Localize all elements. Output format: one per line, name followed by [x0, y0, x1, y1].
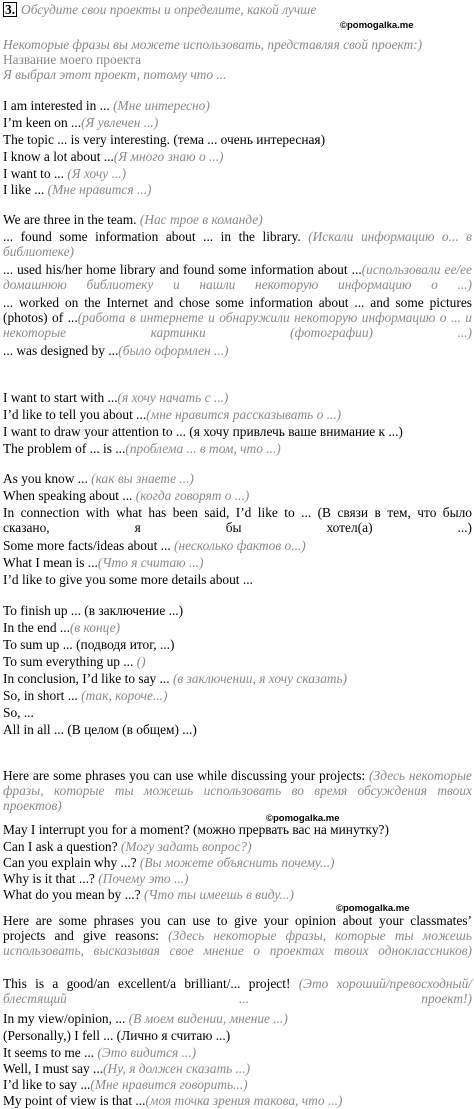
discussion-line: Can you explain why ...? (Вы можете объяснить почему...)	[3, 855, 335, 870]
watermark-middle: ©pomogalka.me	[266, 813, 340, 824]
watermark-top: ©pomogalka.me	[340, 20, 414, 31]
project-name-label: Название моего проекта	[3, 52, 142, 67]
speaking-line: I’d like to give you some more details about ...	[3, 572, 253, 587]
finish-line: To sum everything up ... ()	[3, 654, 146, 669]
team-line: We are three in the team. (Нас трое в команде)	[3, 212, 263, 227]
speaking-line: In connection with what has been said, I’d like to ... (В связи в тем, что было сказано, я бы хотел(а) ...)	[3, 505, 472, 535]
finish-line: All in all ... (В целом (в общем) ...)	[3, 722, 197, 737]
task-number: 3.	[5, 2, 16, 17]
team-line: ... found some information about ... in the library. (Искали информацию о... в библиотеке)	[3, 229, 472, 259]
discussion-line: Can I ask a question? (Могу задать вопрос?)	[3, 839, 252, 854]
speaking-line: What I mean is ...(Что я считаю ...)	[3, 555, 204, 570]
finish-line: To sum up ... (подводя итог, ...)	[3, 637, 175, 652]
opinion-line: It seems to me ... (Это видится ...)	[3, 1045, 197, 1060]
opinion-line: (Personally,) I fell ... (Лично я считаю ...)	[3, 1028, 231, 1043]
speaking-line: As you know ... (как вы знаете ...)	[3, 471, 194, 486]
opinion-good: This is a good/an excellent/a brilliant/... project! (Это хороший/превосходный/блестящий ... проект!)	[3, 976, 472, 1006]
team-line: ... used his/her home library and found some information about ...(использовали ее/ее домашнюю библиотеку и нашли некоторую информацию о ...)	[3, 262, 472, 292]
interest-line: I like ... (Мне нравится ...)	[3, 182, 152, 197]
interest-line: I am interested in ... (Мне интересно)	[3, 98, 210, 113]
finish-line: In the end ...(в конце)	[3, 620, 121, 635]
project-choice-label: Я выбрал этот проект, потому что ...	[3, 67, 227, 82]
opinion-line: Well, I must say ...(Ну, я должен сказать ...)	[3, 1061, 251, 1076]
interest-line: I know a lot about ...(Я много знаю о ...)	[3, 149, 224, 164]
task-header	[3, 2, 472, 17]
finish-line: So, in short ... (так, короче...)	[3, 688, 168, 703]
interest-line: I want to ... (Я хочу ...)	[3, 166, 127, 181]
interest-line: The topic ... is very interesting. (тема ... очень интересная)	[3, 132, 326, 147]
discussion-line: May I interrupt you for a moment? (можно прервать вас на минутку?)	[3, 822, 389, 837]
discussion-line: What do you mean by ...? (Что ты имеешь в виду...)	[3, 887, 294, 902]
finish-line: So, ...	[3, 705, 34, 720]
opinion-line: My point of view is that ...(моя точка зрения такова, что ...)	[3, 1093, 343, 1108]
task-title: Обсудите свои проекты и определите, какой лучше	[21, 2, 317, 17]
discussion-intro: Here are some phrases you can use while discussing your projects: (Здесь некоторые фразы, которые ты можешь использовать во время обсуждения твоих проектов)	[3, 768, 472, 813]
team-line: ... worked on the Internet and chose some information about ... and some pictures (photos) of ...(работа в интернете и обнаружили некоторую информацию о ... и некоторые картинки (фотографии) ...)	[3, 295, 472, 340]
speaking-line: When speaking about ... (когда говорят о ...)	[3, 488, 250, 503]
start-line: I’d like to tell you about ...(мне нравится рассказывать о ...)	[3, 407, 342, 422]
start-line: I want to draw your attention to ... (я хочу привлечь ваше внимание к ...)	[3, 424, 403, 439]
interest-line: I’m keen on ...(Я увлечен ...)	[3, 115, 159, 130]
team-line: ... was designed by ...(было оформлен ...)	[3, 343, 229, 358]
opinion-line: In my view/opinion, ... (В моем видении, мнение ...)	[3, 1011, 288, 1026]
discussion-line: Why is it that ...? (Почему это ...)	[3, 871, 189, 886]
speaking-line: Some more facts/ideas about ... (несколько фактов о...)	[3, 538, 306, 553]
opinion-line: I’d like to say ...(Мне нравится говорить...)	[3, 1077, 248, 1092]
opinion-intro: Here are some phrases you can use to give your opinion about your classmates’ projects and give reasons: (Здесь некоторые фразы, которые ты можешь использовать, высказывая свое мнение о проектах твоих одноклассников)	[3, 913, 473, 958]
start-line: The problem of ... is ...(проблема ... в том, что ...)	[3, 441, 281, 456]
start-line: I want to start with ...(я хочу начать с ...)	[3, 390, 229, 405]
finish-line: In conclusion, I’d like to say ... (в заключении, я хочу сказать)	[3, 671, 348, 686]
intro-note: Некоторые фразы вы можете использовать, представляя свой проект:)	[3, 37, 423, 52]
watermark-lower: ©pomogalka.me	[336, 903, 410, 914]
finish-line: To finish up ... (в заключение ...)	[3, 603, 184, 618]
